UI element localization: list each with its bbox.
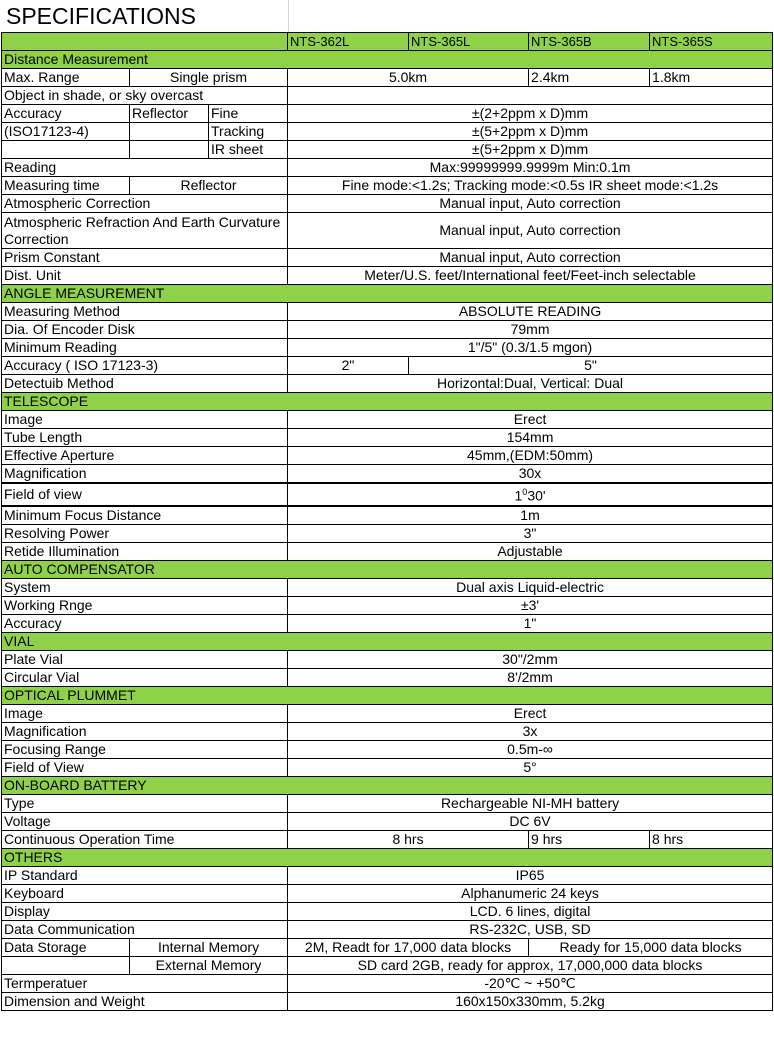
spec-row-circular-vial	[2, 668, 773, 686]
spec-row-measuring-method	[2, 303, 773, 321]
spec-label: System	[2, 578, 288, 596]
spec-value: 1m	[288, 506, 773, 525]
spec-row-operation-time	[2, 830, 773, 848]
spec-value: 8'/2mm	[288, 668, 773, 686]
spec-label: Atmospheric Correction	[2, 195, 288, 213]
page-title: SPECIFICATIONS	[6, 3, 196, 29]
spec-label: Resolving Power	[2, 524, 288, 542]
spec-row-atmospheric	[2, 195, 773, 213]
spec-label: Effective Aperture	[2, 447, 288, 465]
spec-value: 0.5m-∞	[288, 740, 773, 758]
spec-value: 5°	[288, 758, 773, 776]
spec-value: 5"	[409, 357, 773, 375]
spec-row-reading	[2, 159, 773, 177]
spec-label: Voltage	[2, 812, 288, 830]
spec-value: ±(5+2ppm x D)mm	[288, 123, 773, 141]
fov-degree-mark: 0	[522, 487, 528, 497]
spec-label: Atmospheric Refraction And Earth Curvature Correction	[2, 213, 288, 249]
spec-value: 8 hrs	[288, 830, 529, 848]
spec-value: Erect	[288, 704, 773, 722]
spec-label: Image	[2, 411, 288, 429]
spec-row-tube-length	[2, 429, 773, 447]
model-nts-365b: NTS-365B	[529, 33, 650, 51]
spec-label: Field of view	[2, 483, 288, 506]
spec-value: IP65	[288, 866, 773, 884]
spec-sublabel: IR sheet	[209, 141, 288, 159]
spec-label: Accuracy	[2, 105, 130, 123]
spec-value: 3"	[288, 524, 773, 542]
spec-row-keyboard	[2, 884, 773, 902]
spec-value: Manual input, Auto correction	[288, 213, 773, 249]
spec-row-plummet-image	[2, 704, 773, 722]
spec-value: Manual input, Auto correction	[288, 195, 773, 213]
spec-row-image	[2, 411, 773, 429]
spec-value: 160x150x330mm, 5.2kg	[288, 992, 773, 1010]
spec-sublabel: Reflector	[130, 105, 209, 123]
spec-value: 2.4km	[529, 69, 650, 87]
spec-label: Detectuib Method	[2, 375, 288, 393]
spec-row-temperature	[2, 974, 773, 992]
spec-value: 9 hrs	[529, 830, 650, 848]
spec-value: ABSOLUTE READING	[288, 303, 773, 321]
spec-value: Fine mode:<1.2s; Tracking mode:<0.5s IR sheet mode:<1.2s	[288, 177, 773, 195]
spec-label: Retide Illumination	[2, 542, 288, 560]
spec-label: Circular Vial	[2, 668, 288, 686]
spec-label: Dimension and Weight	[2, 992, 288, 1010]
spec-blank	[130, 141, 209, 159]
spec-label: Image	[2, 704, 288, 722]
spec-value: 1.8km	[650, 69, 773, 87]
header-divider	[288, 0, 289, 32]
spec-value: 79mm	[288, 321, 773, 339]
spec-value: Erect	[288, 411, 773, 429]
spec-value: Alphanumeric 24 keys	[288, 884, 773, 902]
spec-value: 2M, Readt for 17,000 data blocks	[288, 938, 529, 956]
spec-row-field-of-view	[2, 483, 773, 506]
spec-value: Rechargeable NI-MH battery	[288, 794, 773, 812]
spec-label: Termperatuer	[2, 974, 288, 992]
spec-value: 154mm	[288, 429, 773, 447]
spec-value: 3x	[288, 722, 773, 740]
section-header-vial: VIAL	[2, 632, 773, 650]
spec-value: Max:99999999.9999m Min:0.1m	[288, 159, 773, 177]
spec-sublabel: Reflector	[130, 177, 288, 195]
model-nts-365l: NTS-365L	[409, 33, 529, 51]
specifications-table	[1, 32, 773, 1011]
spec-label: Data Storage	[2, 938, 130, 956]
spec-value: Dual axis Liquid-electric	[288, 578, 773, 596]
spec-value: ±3'	[288, 596, 773, 614]
spec-value: Meter/U.S. feet/International feet/Feet-inch selectable	[288, 267, 773, 285]
spec-label: Max. Range	[2, 69, 130, 87]
spec-row-storage-internal	[2, 938, 773, 956]
section-header-telescope: TELESCOPE	[2, 393, 773, 411]
spec-row-refraction	[2, 213, 773, 249]
spec-blank	[130, 123, 209, 141]
spec-label: Type	[2, 794, 288, 812]
spec-label: Accuracy ( ISO 17123-3)	[2, 357, 288, 375]
spec-row-plummet-fov	[2, 758, 773, 776]
spec-label: Magnification	[2, 722, 288, 740]
spec-value-empty	[288, 87, 773, 105]
spec-label: Minimum Reading	[2, 339, 288, 357]
section-header-plummet: OPTICAL PLUMMET	[2, 686, 773, 704]
spec-label: Dia. Of Encoder Disk	[2, 321, 288, 339]
spec-label: Working Rnge	[2, 596, 288, 614]
spec-row-max-range	[2, 69, 773, 87]
spec-row-system	[2, 578, 773, 596]
spec-value: ±(5+2ppm x D)mm	[288, 141, 773, 159]
spec-row-plate-vial	[2, 650, 773, 668]
spec-label: Field of View	[2, 758, 288, 776]
spec-label: Measuring Method	[2, 303, 288, 321]
model-nts-362l: NTS-362L	[288, 33, 409, 51]
section-header-compensator: AUTO COMPENSATOR	[2, 560, 773, 578]
spec-label: Tube Length	[2, 429, 288, 447]
spec-row-shade	[2, 87, 773, 105]
spec-row-encoder-disk	[2, 321, 773, 339]
spec-row-illumination	[2, 542, 773, 560]
spec-value: 45mm,(EDM:50mm)	[288, 447, 773, 465]
spec-row-working-range	[2, 596, 773, 614]
spec-value: Ready for 15,000 data blocks	[529, 938, 773, 956]
spec-row-accuracy-fine	[2, 105, 773, 123]
fov-degrees: 1	[514, 487, 523, 504]
spec-value: -20℃ ~ +50℃	[288, 974, 773, 992]
spec-row-magnification	[2, 465, 773, 484]
spec-label: Display	[2, 902, 288, 920]
spec-label: Magnification	[2, 465, 288, 484]
spec-label: Dist. Unit	[2, 267, 288, 285]
spec-value: Horizontal:Dual, Vertical: Dual	[288, 375, 773, 393]
spec-row-prism-constant	[2, 249, 773, 267]
spec-label: Object in shade, or sky overcast	[2, 87, 288, 105]
spec-sublabel: External Memory	[130, 956, 288, 974]
spec-value: DC 6V	[288, 812, 773, 830]
spec-sublabel: Tracking	[209, 123, 288, 141]
model-header-row	[2, 33, 773, 51]
spec-value: 1"/5" (0.3/1.5 mgon)	[288, 339, 773, 357]
spec-row-communication	[2, 920, 773, 938]
spec-row-voltage	[2, 812, 773, 830]
spec-row-accuracy-ir	[2, 141, 773, 159]
spec-row-ip	[2, 866, 773, 884]
spec-value: 8 hrs	[650, 830, 773, 848]
spec-label: (ISO17123-4)	[2, 123, 130, 141]
spec-value	[288, 483, 773, 506]
section-header-angle: ANGLE MEASUREMENT	[2, 285, 773, 303]
spec-blank	[2, 956, 130, 974]
spec-sublabel: Internal Memory	[130, 938, 288, 956]
spec-label: Data Communication	[2, 920, 288, 938]
spec-value: 2"	[288, 357, 409, 375]
spec-value: Adjustable	[288, 542, 773, 560]
spec-value: LCD. 6 lines, digital	[288, 902, 773, 920]
spec-value: 30x	[288, 465, 773, 484]
spec-label: IP Standard	[2, 866, 288, 884]
spec-row-plummet-magnification	[2, 722, 773, 740]
spec-row-min-focus	[2, 506, 773, 525]
spec-value: 5.0km	[288, 69, 529, 87]
spec-row-battery-type	[2, 794, 773, 812]
section-header-distance: Distance Measurement	[2, 51, 773, 69]
spec-value: 30"/2mm	[288, 650, 773, 668]
spec-row-dist-unit	[2, 267, 773, 285]
spec-label: Reading	[2, 159, 288, 177]
spec-label: Measuring time	[2, 177, 130, 195]
section-header-battery: ON-BOARD BATTERY	[2, 776, 773, 794]
spec-value: 1"	[288, 614, 773, 632]
spec-row-storage-external	[2, 956, 773, 974]
spec-label: Plate Vial	[2, 650, 288, 668]
model-nts-365s: NTS-365S	[650, 33, 773, 51]
spec-row-resolving-power	[2, 524, 773, 542]
spec-row-measuring-time	[2, 177, 773, 195]
spec-row-aperture	[2, 447, 773, 465]
spec-row-dimension	[2, 992, 773, 1010]
spec-row-focusing-range	[2, 740, 773, 758]
spec-value: RS-232C, USB, SD	[288, 920, 773, 938]
model-header-blank	[2, 33, 288, 51]
spec-row-detect-method	[2, 375, 773, 393]
spec-label: Minimum Focus Distance	[2, 506, 288, 525]
spec-label: Focusing Range	[2, 740, 288, 758]
section-header-others: OTHERS	[2, 848, 773, 866]
spec-value: SD card 2GB, ready for approx, 17,000,000 data blocks	[288, 956, 773, 974]
spec-sublabel: Single prism	[130, 69, 288, 87]
spec-value: ±(2+2ppm x D)mm	[288, 105, 773, 123]
spec-sublabel: Fine	[209, 105, 288, 123]
fov-minutes: 30'	[527, 487, 546, 504]
spec-label: Keyboard	[2, 884, 288, 902]
spec-row-compensator-accuracy	[2, 614, 773, 632]
spec-label: Prism Constant	[2, 249, 288, 267]
spec-value: Manual input, Auto correction	[288, 249, 773, 267]
spec-row-angle-accuracy	[2, 357, 773, 375]
spec-row-accuracy-tracking	[2, 123, 773, 141]
spec-row-display	[2, 902, 773, 920]
spec-label: Accuracy	[2, 614, 288, 632]
spec-label: Continuous Operation Time	[2, 830, 288, 848]
spec-blank	[2, 141, 130, 159]
spec-row-minimum-reading	[2, 339, 773, 357]
